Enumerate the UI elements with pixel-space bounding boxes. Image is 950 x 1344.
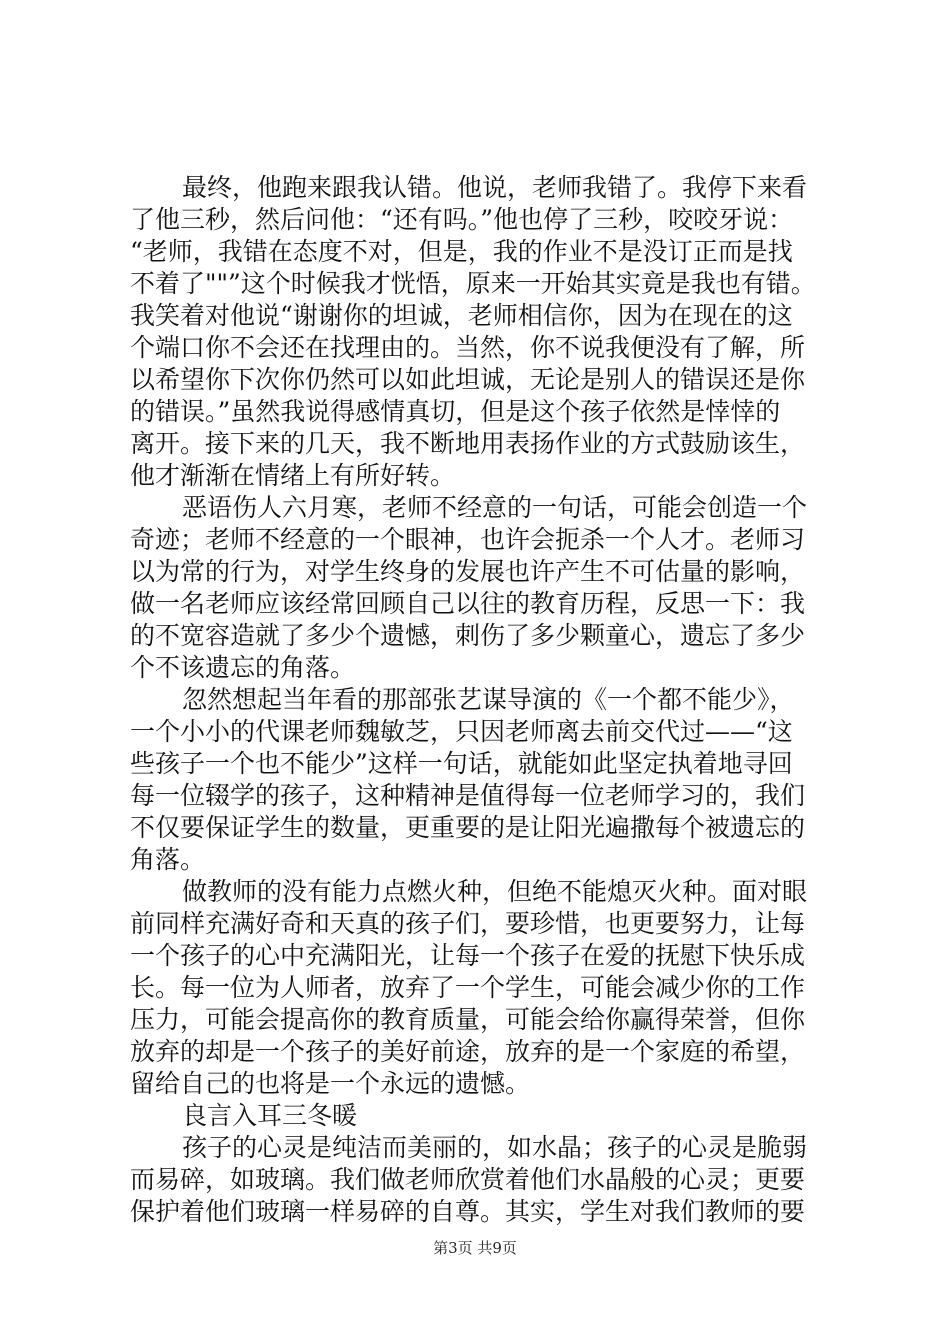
- text-line: 些孩子一个也不能少”这样一句话，就能如此坚定执着地寻回: [130, 749, 793, 778]
- text-line: 做一名老师应该经常回顾自己以往的教育历程，反思一下：我: [130, 589, 806, 618]
- paragraph: [130, 876, 830, 1100]
- text-line: 一个小小的代课老师魏敏芝，只因老师离去前交代过——“这: [130, 717, 793, 746]
- text-line: 忽然想起当年看的那部张艺谋导演的《一个都不能少》，: [182, 685, 795, 714]
- page-number: 第3页 共9页: [433, 1239, 517, 1257]
- text-line: 每一位辍学的孩子，这种精神是值得每一位老师学习的，我们: [130, 781, 806, 810]
- text-line: 以希望你下次你仍然可以如此坦诚，无论是别人的错误还是你: [130, 365, 806, 394]
- text-line: 离开。接下来的几天，我不断地用表扬作业的方式鼓励该生，: [130, 429, 806, 458]
- text-line: 不仅要保证学生的数量，更重要的是让阳光遍撒每个被遗忘的: [130, 813, 806, 842]
- paragraph: [130, 1132, 830, 1228]
- text-line: 良言入耳三冬暖: [182, 1101, 358, 1130]
- section-heading: [130, 1100, 830, 1132]
- text-line: 以为常的行为，对学生终身的发展也许产生不可估量的影响，: [130, 557, 806, 586]
- text-line: 最终，他跑来跟我认错。他说，老师我错了。我停下来看: [182, 173, 808, 202]
- text-line: 做教师的没有能力点燃火种，但绝不能熄灭火种。面对眼: [182, 877, 808, 906]
- text-line: 保护着他们玻璃一样易碎的自尊。其实，学生对我们教师的要: [130, 1197, 806, 1226]
- text-line: 一个孩子的心中充满阳光，让每一个孩子在爱的抚慰下快乐成: [130, 941, 806, 970]
- text-line: 恶语伤人六月寒，老师不经意的一句话，可能会创造一个: [182, 493, 808, 522]
- text-line: 个不该遗忘的角落。: [130, 653, 356, 682]
- text-line: 了他三秒，然后问他：“还有吗。”他也停了三秒，咬咬牙说：: [130, 205, 794, 234]
- text-line: 压力，可能会提高你的教育质量，可能会给你赢得荣誉，但你: [130, 1005, 806, 1034]
- text-line: 不着了""”这个时候我才恍悟，原来一开始其实竟是我也有错。: [130, 269, 816, 298]
- paragraph: [130, 684, 830, 876]
- text-line: 他才渐渐在情绪上有所好转。: [130, 461, 456, 490]
- body-text: [130, 172, 830, 1228]
- text-line: 的不宽容造就了多少个遗憾，刺伤了多少颗童心，遗忘了多少: [130, 621, 806, 650]
- paragraph: [130, 492, 830, 684]
- text-line: 而易碎，如玻璃。我们做老师欣赏着他们水晶般的心灵；更要: [130, 1165, 806, 1194]
- text-line: 角落。: [130, 845, 206, 874]
- text-line: 个端口你不会还在找理由的。当然，你不说我便没有了解，所: [130, 333, 806, 362]
- text-line: 奇迹；老师不经意的一个眼神，也许会扼杀一个人才。老师习: [130, 525, 806, 554]
- text-line: 的错误。”虽然我说得感情真切，但是这个孩子依然是悻悻的: [130, 397, 781, 426]
- text-line: 孩子的心灵是纯洁而美丽的，如水晶；孩子的心灵是脆弱: [182, 1133, 808, 1162]
- text-line: “老师，我错在态度不对，但是，我的作业不是没订正而是找: [130, 237, 793, 266]
- text-line: 我笑着对他说“谢谢你的坦诚，老师相信你，因为在现在的这: [130, 301, 793, 330]
- text-line: 放弃的却是一个孩子的美好前途，放弃的是一个家庭的希望，: [130, 1037, 806, 1066]
- text-line: 长。每一位为人师者，放弃了一个学生，可能会减少你的工作: [130, 973, 806, 1002]
- text-line: 前同样充满好奇和天真的孩子们，要珍惜，也更要努力，让每: [130, 909, 806, 938]
- text-line: 留给自己的也将是一个永远的遗憾。: [130, 1069, 531, 1098]
- paragraph: [130, 172, 830, 492]
